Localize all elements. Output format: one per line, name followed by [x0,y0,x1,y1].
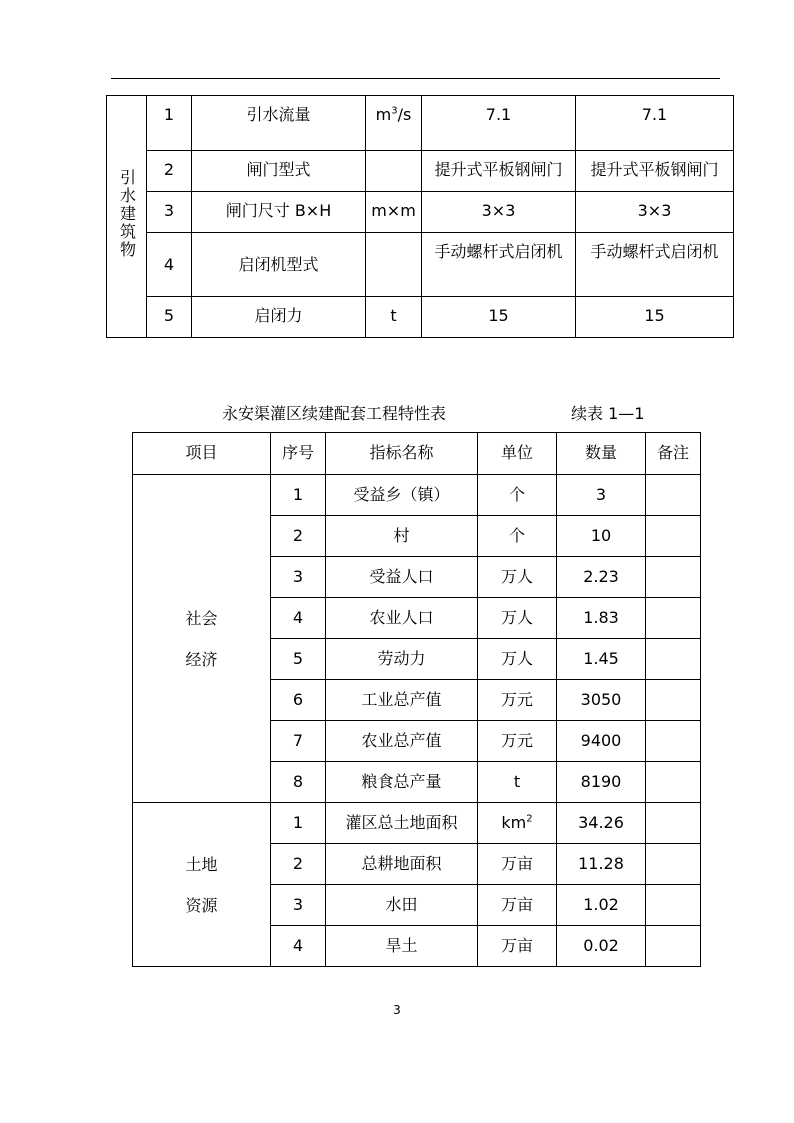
row-qty: 10 [557,516,646,557]
row-unit [366,233,422,297]
row-value-2: 15 [576,297,734,338]
intake-structure-table [106,95,734,338]
row-no: 1 [147,96,192,151]
row-qty: 9400 [557,721,646,762]
header-qty: 数量 [557,433,646,475]
row-no: 5 [147,297,192,338]
row-no: 8 [271,762,326,803]
row-note [646,844,701,885]
row-unit: m×m [366,192,422,233]
row-unit: t [366,297,422,338]
row-name: 农业人口 [326,598,478,639]
group-social-economy: 社会 经济 [133,475,271,803]
row-no: 2 [271,516,326,557]
row-note [646,598,701,639]
row-unit: 万元 [478,721,557,762]
row-qty: 3 [557,475,646,516]
row-note [646,885,701,926]
row-name: 农业总产值 [326,721,478,762]
table-row [133,475,701,516]
row-name: 闸门尺寸 B×H [192,192,366,233]
row-no: 1 [271,475,326,516]
row-note [646,926,701,967]
row-value-2: 7.1 [576,96,734,151]
row-value-1: 3×3 [422,192,576,233]
table-row [107,192,734,233]
row-note [646,557,701,598]
row-unit: $m^3/s$ [366,96,422,151]
row-no: 4 [271,598,326,639]
row-no: 4 [147,233,192,297]
row-qty: 1.02 [557,885,646,926]
row-name: 受益人口 [326,557,478,598]
header-name: 指标名称 [326,433,478,475]
row-qty: 0.02 [557,926,646,967]
row-note [646,762,701,803]
row-no: 4 [271,926,326,967]
row-unit [366,151,422,192]
group-land-resources: 土地 资源 [133,803,271,967]
header-row [133,433,701,475]
header-rule [111,78,720,79]
table-row [107,151,734,192]
row-no: 6 [271,680,326,721]
row-value-1: 提升式平板钢闸门 [422,151,576,192]
header-no: 序号 [271,433,326,475]
header-unit: 单位 [478,433,557,475]
project-characteristics-table [132,432,701,967]
row-qty: 2.23 [557,557,646,598]
row-value-2: 手动螺杆式启闭机 [576,233,734,297]
row-no: 2 [271,844,326,885]
row-no: 2 [147,151,192,192]
table-continued-label: 续表 1—1 [571,404,645,423]
row-name: 启闭机型式 [192,233,366,297]
row-qty: 34.26 [557,803,646,844]
row-value-2: 提升式平板钢闸门 [576,151,734,192]
row-no: 3 [271,557,326,598]
row-unit: 万亩 [478,844,557,885]
row-unit: 万亩 [478,885,557,926]
header-item: 项目 [133,433,271,475]
page-number: 3 [393,1003,401,1017]
row-note [646,516,701,557]
row-name: 启闭力 [192,297,366,338]
row-no: 7 [271,721,326,762]
row-unit: 个 [478,475,557,516]
row-unit: 万亩 [478,926,557,967]
row-unit: 万人 [478,557,557,598]
table-row [107,297,734,338]
row-name: 闸门型式 [192,151,366,192]
row-name: 受益乡（镇） [326,475,478,516]
row-value-2: 3×3 [576,192,734,233]
table-row [133,803,701,844]
row-note [646,680,701,721]
row-unit: t [478,762,557,803]
table-row [107,233,734,297]
row-name: 水田 [326,885,478,926]
row-name: 旱土 [326,926,478,967]
row-note [646,639,701,680]
header-note: 备注 [646,433,701,475]
row-qty: 8190 [557,762,646,803]
row-name: 工业总产值 [326,680,478,721]
row-unit: 万人 [478,639,557,680]
row-value-1: 手动螺杆式启闭机 [422,233,576,297]
row-qty: 1.45 [557,639,646,680]
row-name: 劳动力 [326,639,478,680]
row-no: 1 [271,803,326,844]
table-row [107,96,734,151]
row-unit: 万元 [478,680,557,721]
row-note [646,721,701,762]
row-note [646,475,701,516]
table-caption: 永安渠灌区续建配套工程特性表 [222,404,447,423]
group-label: 引水建筑物 [107,96,147,338]
row-value-1: 7.1 [422,96,576,151]
row-qty: 11.28 [557,844,646,885]
row-no: 5 [271,639,326,680]
row-unit: $km^2$ [478,803,557,844]
row-name: 引水流量 [192,96,366,151]
row-note [646,803,701,844]
row-no: 3 [147,192,192,233]
row-value-1: 15 [422,297,576,338]
row-qty: 1.83 [557,598,646,639]
row-unit: 个 [478,516,557,557]
row-name: 总耕地面积 [326,844,478,885]
row-no: 3 [271,885,326,926]
row-unit: 万人 [478,598,557,639]
row-name: 灌区总土地面积 [326,803,478,844]
row-qty: 3050 [557,680,646,721]
row-name: 村 [326,516,478,557]
row-name: 粮食总产量 [326,762,478,803]
